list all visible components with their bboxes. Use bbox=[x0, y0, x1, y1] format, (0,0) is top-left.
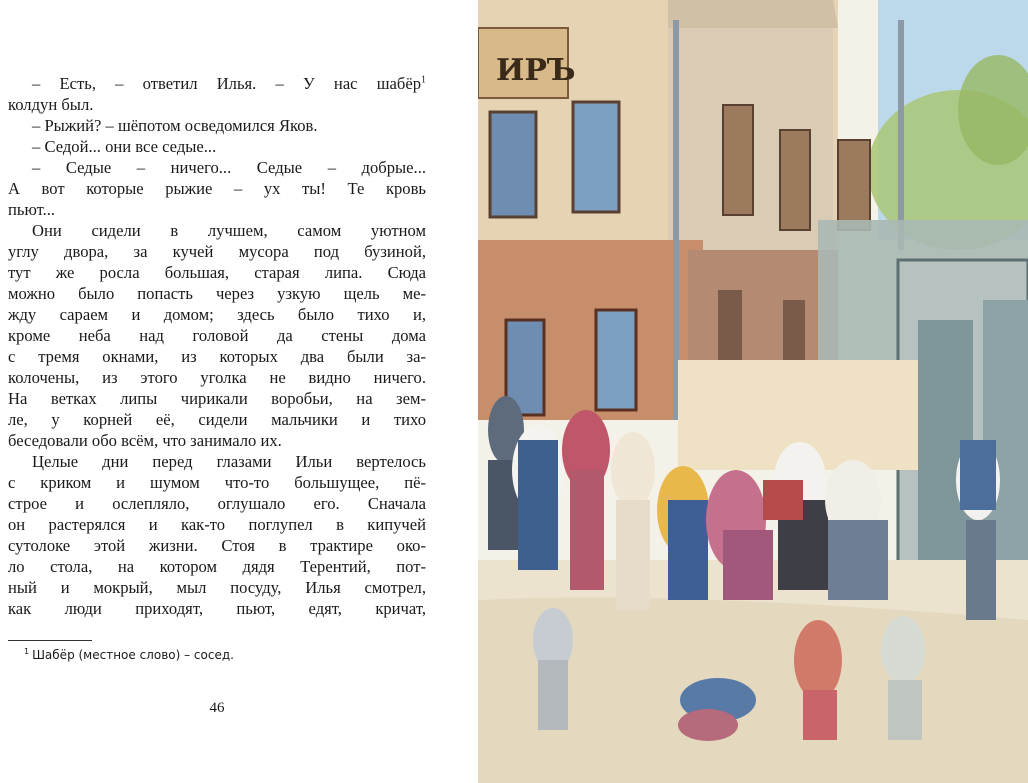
text-line: с тремя окнами, из которых два были за- bbox=[8, 347, 426, 366]
text-line: колочены, из этого уголка не видно ничего. bbox=[8, 368, 426, 387]
text-line: кроме неба над головой да стены дома bbox=[8, 326, 426, 345]
text-line: Они сидели в лучшем, самом уютном bbox=[32, 221, 426, 240]
text-line: строе и ослепляло, оглушало его. Сначала bbox=[8, 494, 426, 513]
text-line: А вот которые рыжие – ух ты! Те кровь bbox=[8, 179, 426, 198]
text-line: сутолоке этой жизни. Стоя в трактире око- bbox=[8, 536, 426, 555]
text-line: беседовали обо всём, что занимало их. bbox=[8, 431, 282, 450]
text-line: углу двора, за кучей мусора под бузиной, bbox=[8, 242, 426, 261]
footnote-reference: 1 bbox=[421, 74, 426, 86]
shop-sign-text: ИРЪ bbox=[496, 53, 576, 88]
text-line: ный и мокрый, мыл посуду, Илья смотрел, bbox=[8, 578, 426, 597]
footnote-mark: 1 bbox=[24, 647, 30, 656]
illustration-street-scene bbox=[478, 0, 1028, 783]
body-text bbox=[8, 73, 426, 619]
text-line: можно было попасть через узкую щель ме- bbox=[8, 284, 426, 303]
text-line: ле, у корней её, сидели мальчики и тихо bbox=[8, 410, 426, 429]
page-number: 46 bbox=[209, 700, 225, 716]
text-line: он растерялся и как-то поглупел в кипучей bbox=[8, 515, 426, 534]
text-line: – Есть, – ответил Илья. – У нас шабёр$^1$ bbox=[32, 74, 426, 93]
text-line: с криком и шумом что-то большущее, пё- bbox=[8, 473, 426, 492]
text-line: как люди приходят, пьют, едят, кричат, bbox=[8, 599, 426, 618]
text-line: Целые дни перед глазами Ильи вертелось bbox=[32, 452, 426, 471]
text-line: ло стола, на котором дядя Терентий, пот- bbox=[8, 557, 426, 576]
text-line: – Седые – ничего... Седые – добрые... bbox=[32, 158, 426, 177]
text-page bbox=[0, 0, 478, 783]
text-line: тут же росла большая, старая липа. Сюда bbox=[8, 263, 426, 282]
text-line: – Рыжий? – шёпотом осведомился Яков. bbox=[32, 116, 318, 135]
footnote-divider bbox=[8, 640, 92, 641]
text-line: пьют... bbox=[8, 200, 56, 219]
footnote-text: Шабёр (местное слово) – сосед. bbox=[32, 648, 234, 662]
text-line: На ветках липы чирикали воробьи, на зем- bbox=[8, 389, 426, 408]
text-line: жду сараем и домом; здесь было тихо и, bbox=[8, 305, 426, 324]
footnote bbox=[24, 648, 234, 662]
text-line: – Седой... они все седые... bbox=[32, 137, 217, 156]
text-line: колдун был. bbox=[8, 95, 94, 114]
accordion-icon bbox=[763, 480, 803, 520]
